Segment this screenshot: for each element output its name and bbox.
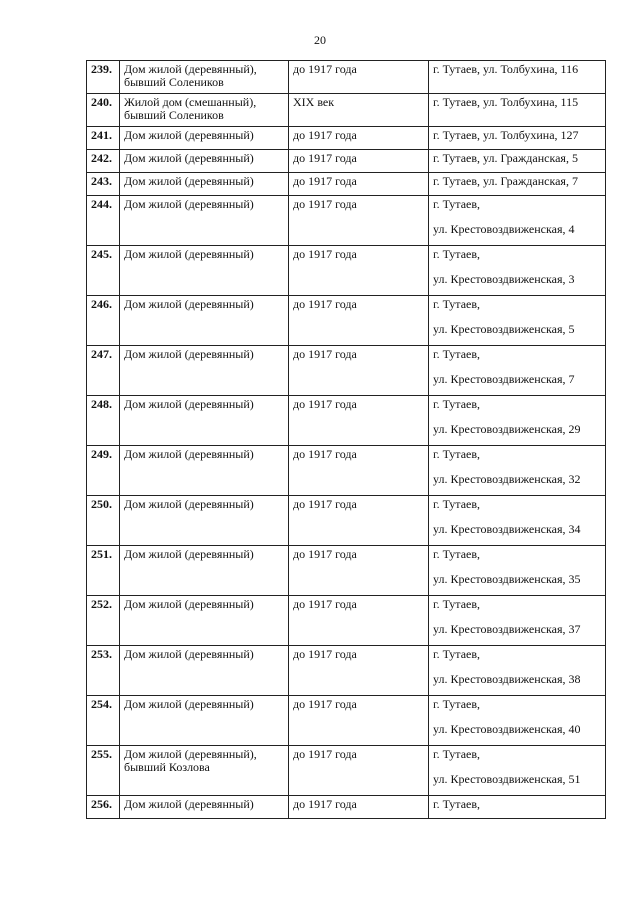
object-date: до 1917 года bbox=[289, 346, 429, 396]
row-number: 254. bbox=[87, 696, 120, 746]
row-number: 242. bbox=[87, 150, 120, 173]
object-address bbox=[429, 150, 606, 173]
object-address bbox=[429, 127, 606, 150]
object-name: Дом жилой (деревянный) bbox=[120, 173, 289, 196]
object-address bbox=[429, 796, 606, 819]
table-row bbox=[87, 496, 606, 546]
table-row bbox=[87, 546, 606, 596]
row-number: 249. bbox=[87, 446, 120, 496]
address-line-1: г. Тутаев, bbox=[433, 497, 481, 511]
object-date: до 1917 года bbox=[289, 546, 429, 596]
object-name: Дом жилой (деревянный) bbox=[120, 396, 289, 446]
row-number: 248. bbox=[87, 396, 120, 446]
object-name: Дом жилой (деревянный), бывший Козлова bbox=[120, 746, 289, 796]
row-number: 245. bbox=[87, 246, 120, 296]
object-name: Дом жилой (деревянный) bbox=[120, 296, 289, 346]
object-name: Дом жилой (деревянный) bbox=[120, 646, 289, 696]
object-date: до 1917 года bbox=[289, 696, 429, 746]
object-date: до 1917 года bbox=[289, 246, 429, 296]
object-name: Дом жилой (деревянный) bbox=[120, 796, 289, 819]
table-row bbox=[87, 61, 606, 94]
object-date: до 1917 года bbox=[289, 127, 429, 150]
address-line-2: ул. Крестовоздвиженская, 7 bbox=[433, 372, 575, 386]
object-address bbox=[429, 173, 606, 196]
address-line-2: ул. Крестовоздвиженская, 29 bbox=[433, 422, 581, 436]
object-address bbox=[429, 196, 606, 246]
object-address bbox=[429, 546, 606, 596]
row-number: 246. bbox=[87, 296, 120, 346]
object-date: до 1917 года bbox=[289, 746, 429, 796]
address-line-2: ул. Крестовоздвиженская, 34 bbox=[433, 522, 581, 536]
object-name: Дом жилой (деревянный) bbox=[120, 346, 289, 396]
table-row bbox=[87, 796, 606, 819]
table-row bbox=[87, 696, 606, 746]
table-row bbox=[87, 346, 606, 396]
address-line-1: г. Тутаев, ул. Гражданская, 5 bbox=[433, 151, 578, 165]
address-line-1: г. Тутаев, bbox=[433, 747, 481, 761]
address-line-2: ул. Крестовоздвиженская, 35 bbox=[433, 572, 581, 586]
address-line-1: г. Тутаев, bbox=[433, 597, 481, 611]
table-row bbox=[87, 127, 606, 150]
address-line-2: ул. Крестовоздвиженская, 3 bbox=[433, 272, 575, 286]
object-date: до 1917 года bbox=[289, 61, 429, 94]
object-date: до 1917 года bbox=[289, 150, 429, 173]
object-name: Дом жилой (деревянный) bbox=[120, 196, 289, 246]
table-body bbox=[87, 61, 606, 819]
table-row bbox=[87, 596, 606, 646]
object-name: Дом жилой (деревянный) bbox=[120, 696, 289, 746]
object-name: Жилой дом (смешанный), бывший Солеников bbox=[120, 94, 289, 127]
row-number: 250. bbox=[87, 496, 120, 546]
object-date: до 1917 года bbox=[289, 173, 429, 196]
address-line-1: г. Тутаев, ул. Гражданская, 7 bbox=[433, 174, 578, 188]
address-line-1: г. Тутаев, bbox=[433, 347, 481, 361]
object-name: Дом жилой (деревянный), бывший Солеников bbox=[120, 61, 289, 94]
row-number: 239. bbox=[87, 61, 120, 94]
address-line-1: г. Тутаев, ул. Толбухина, 116 bbox=[433, 62, 579, 76]
table-row bbox=[87, 296, 606, 346]
object-address bbox=[429, 246, 606, 296]
page-number: 20 bbox=[314, 33, 326, 47]
address-line-1: г. Тутаев, bbox=[433, 297, 481, 311]
table-row bbox=[87, 94, 606, 127]
object-date: до 1917 года bbox=[289, 796, 429, 819]
object-address bbox=[429, 646, 606, 696]
object-address bbox=[429, 346, 606, 396]
row-number: 241. bbox=[87, 127, 120, 150]
object-address bbox=[429, 296, 606, 346]
object-address bbox=[429, 446, 606, 496]
object-address bbox=[429, 696, 606, 746]
object-address bbox=[429, 61, 606, 94]
address-line-1: г. Тутаев, ул. Толбухина, 115 bbox=[433, 95, 579, 109]
object-date: до 1917 года bbox=[289, 646, 429, 696]
row-number: 243. bbox=[87, 173, 120, 196]
row-number: 240. bbox=[87, 94, 120, 127]
address-line-1: г. Тутаев, bbox=[433, 697, 481, 711]
address-line-1: г. Тутаев, bbox=[433, 197, 481, 211]
address-line-1: г. Тутаев, bbox=[433, 647, 481, 661]
address-line-1: г. Тутаев, bbox=[433, 397, 481, 411]
object-name: Дом жилой (деревянный) bbox=[120, 127, 289, 150]
row-number: 252. bbox=[87, 596, 120, 646]
address-line-2: ул. Крестовоздвиженская, 4 bbox=[433, 222, 575, 236]
address-line-1: г. Тутаев, bbox=[433, 447, 481, 461]
row-number: 251. bbox=[87, 546, 120, 596]
address-line-2: ул. Крестовоздвиженская, 38 bbox=[433, 672, 581, 686]
object-name: Дом жилой (деревянный) bbox=[120, 246, 289, 296]
object-name: Дом жилой (деревянный) bbox=[120, 446, 289, 496]
address-line-2: ул. Крестовоздвиженская, 37 bbox=[433, 622, 581, 636]
object-address bbox=[429, 746, 606, 796]
object-name: Дом жилой (деревянный) bbox=[120, 596, 289, 646]
row-number: 244. bbox=[87, 196, 120, 246]
table-row bbox=[87, 396, 606, 446]
object-address bbox=[429, 496, 606, 546]
object-name: Дом жилой (деревянный) bbox=[120, 496, 289, 546]
object-date: до 1917 года bbox=[289, 496, 429, 546]
object-address bbox=[429, 94, 606, 127]
address-line-1: г. Тутаев, bbox=[433, 797, 481, 811]
row-number: 255. bbox=[87, 746, 120, 796]
address-line-1: г. Тутаев, ул. Толбухина, 127 bbox=[433, 128, 579, 142]
table-row bbox=[87, 646, 606, 696]
object-date: до 1917 года bbox=[289, 396, 429, 446]
address-line-2: ул. Крестовоздвиженская, 51 bbox=[433, 772, 581, 786]
object-date: до 1917 года bbox=[289, 446, 429, 496]
object-date: до 1917 года bbox=[289, 596, 429, 646]
table-row bbox=[87, 196, 606, 246]
object-address bbox=[429, 396, 606, 446]
address-line-1: г. Тутаев, bbox=[433, 547, 481, 561]
object-address bbox=[429, 596, 606, 646]
object-date: до 1917 года bbox=[289, 296, 429, 346]
address-line-2: ул. Крестовоздвиженская, 40 bbox=[433, 722, 581, 736]
object-name: Дом жилой (деревянный) bbox=[120, 546, 289, 596]
table-row bbox=[87, 173, 606, 196]
table-row bbox=[87, 246, 606, 296]
row-number: 253. bbox=[87, 646, 120, 696]
address-line-1: г. Тутаев, bbox=[433, 247, 481, 261]
table-row bbox=[87, 150, 606, 173]
heritage-objects-table bbox=[86, 60, 606, 819]
row-number: 256. bbox=[87, 796, 120, 819]
object-name: Дом жилой (деревянный) bbox=[120, 150, 289, 173]
object-date: до 1917 года bbox=[289, 196, 429, 246]
table-row bbox=[87, 446, 606, 496]
address-line-2: ул. Крестовоздвиженская, 5 bbox=[433, 322, 575, 336]
object-date: XIX век bbox=[289, 94, 429, 127]
address-line-2: ул. Крестовоздвиженская, 32 bbox=[433, 472, 581, 486]
row-number: 247. bbox=[87, 346, 120, 396]
table-row bbox=[87, 746, 606, 796]
